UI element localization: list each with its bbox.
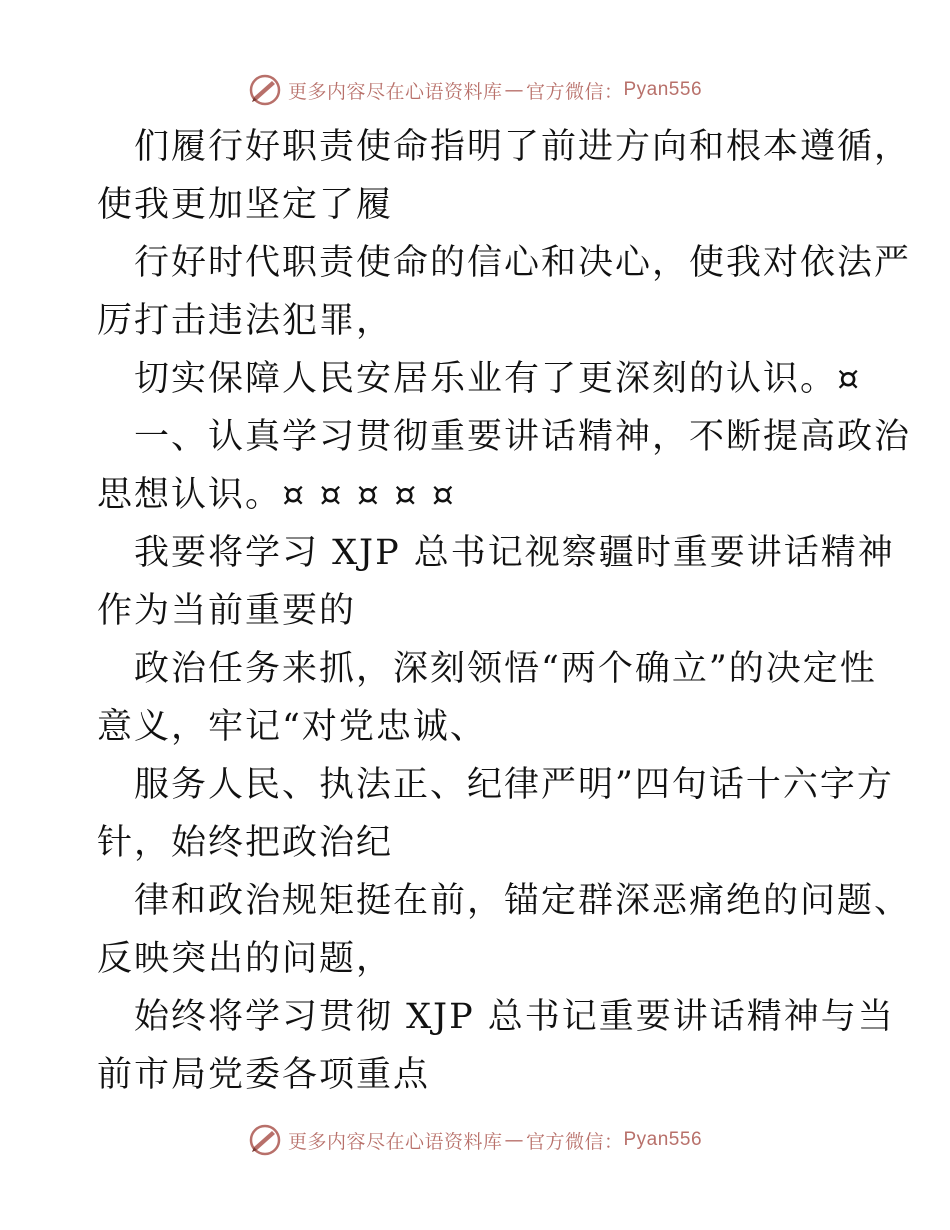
text-line: 作为当前重要的 (97, 591, 357, 631)
text-line: 意义，牢记“对党忠诚、 (97, 707, 487, 747)
text-line: 我要将学习 XJP 总书记视察疆时重要讲话精神 (134, 533, 895, 573)
watermark-wechat-label: 官方微信： (525, 1130, 624, 1153)
text-line: 使我更加坚定了履 (97, 185, 394, 225)
text-line: 们履行好职责使命指明了前进方向和根本遵循， (134, 127, 912, 167)
footer-watermark (0, 1120, 950, 1160)
paragraph (97, 350, 862, 408)
watermark-wechat-id: Pyan556 (623, 1129, 703, 1150)
paragraph (97, 118, 912, 234)
paragraph (97, 234, 912, 350)
text-line: 一、认真学习贯彻重要讲话精神，不断提高政治 (134, 417, 912, 457)
text-line: 始终将学习贯彻 XJP 总书记重要讲话精神与当 (134, 997, 895, 1037)
paragraph (97, 524, 895, 640)
text-line: 前市局党委各项重点 (97, 1055, 431, 1095)
text-line: 行好时代职责使命的信心和决心，使我对依法严 (134, 243, 912, 283)
pen-logo-icon (248, 73, 282, 107)
watermark-wechat-id: Pyan556 (623, 79, 703, 100)
text-line: 切实保障人民安居乐业有了更深刻的认识。¤ (134, 359, 862, 399)
paragraph (97, 988, 895, 1104)
text-line: 律和政治规矩挺在前，锚定群深恶痛绝的问题、 (134, 881, 912, 921)
text-line: 厉打击违法犯罪， (97, 301, 394, 341)
watermark-separator: — (504, 1129, 524, 1151)
document-body (97, 118, 912, 1104)
text-line: 反映突出的问题， (97, 939, 394, 979)
watermark-separator: — (504, 79, 524, 101)
watermark-wechat-label: 官方微信： (525, 80, 624, 103)
watermark-text: 更多内容尽在心语资料库 (287, 1130, 503, 1153)
text-line: 思想认识。¤ ¤ ¤ ¤ ¤ (97, 475, 456, 515)
paragraph (97, 756, 894, 872)
watermark-text: 更多内容尽在心语资料库 (287, 80, 503, 103)
paragraph (97, 640, 877, 756)
text-line: 政治任务来抓，深刻领悟“两个确立”的决定性 (134, 649, 877, 689)
pen-logo-icon (248, 1123, 282, 1157)
text-line: 服务人民、执法正、纪律严明”四句话十六字方 (134, 765, 894, 805)
header-watermark (0, 70, 950, 110)
section-heading-paragraph (97, 408, 912, 524)
text-line: 针，始终把政治纪 (97, 823, 394, 863)
paragraph (97, 872, 912, 988)
